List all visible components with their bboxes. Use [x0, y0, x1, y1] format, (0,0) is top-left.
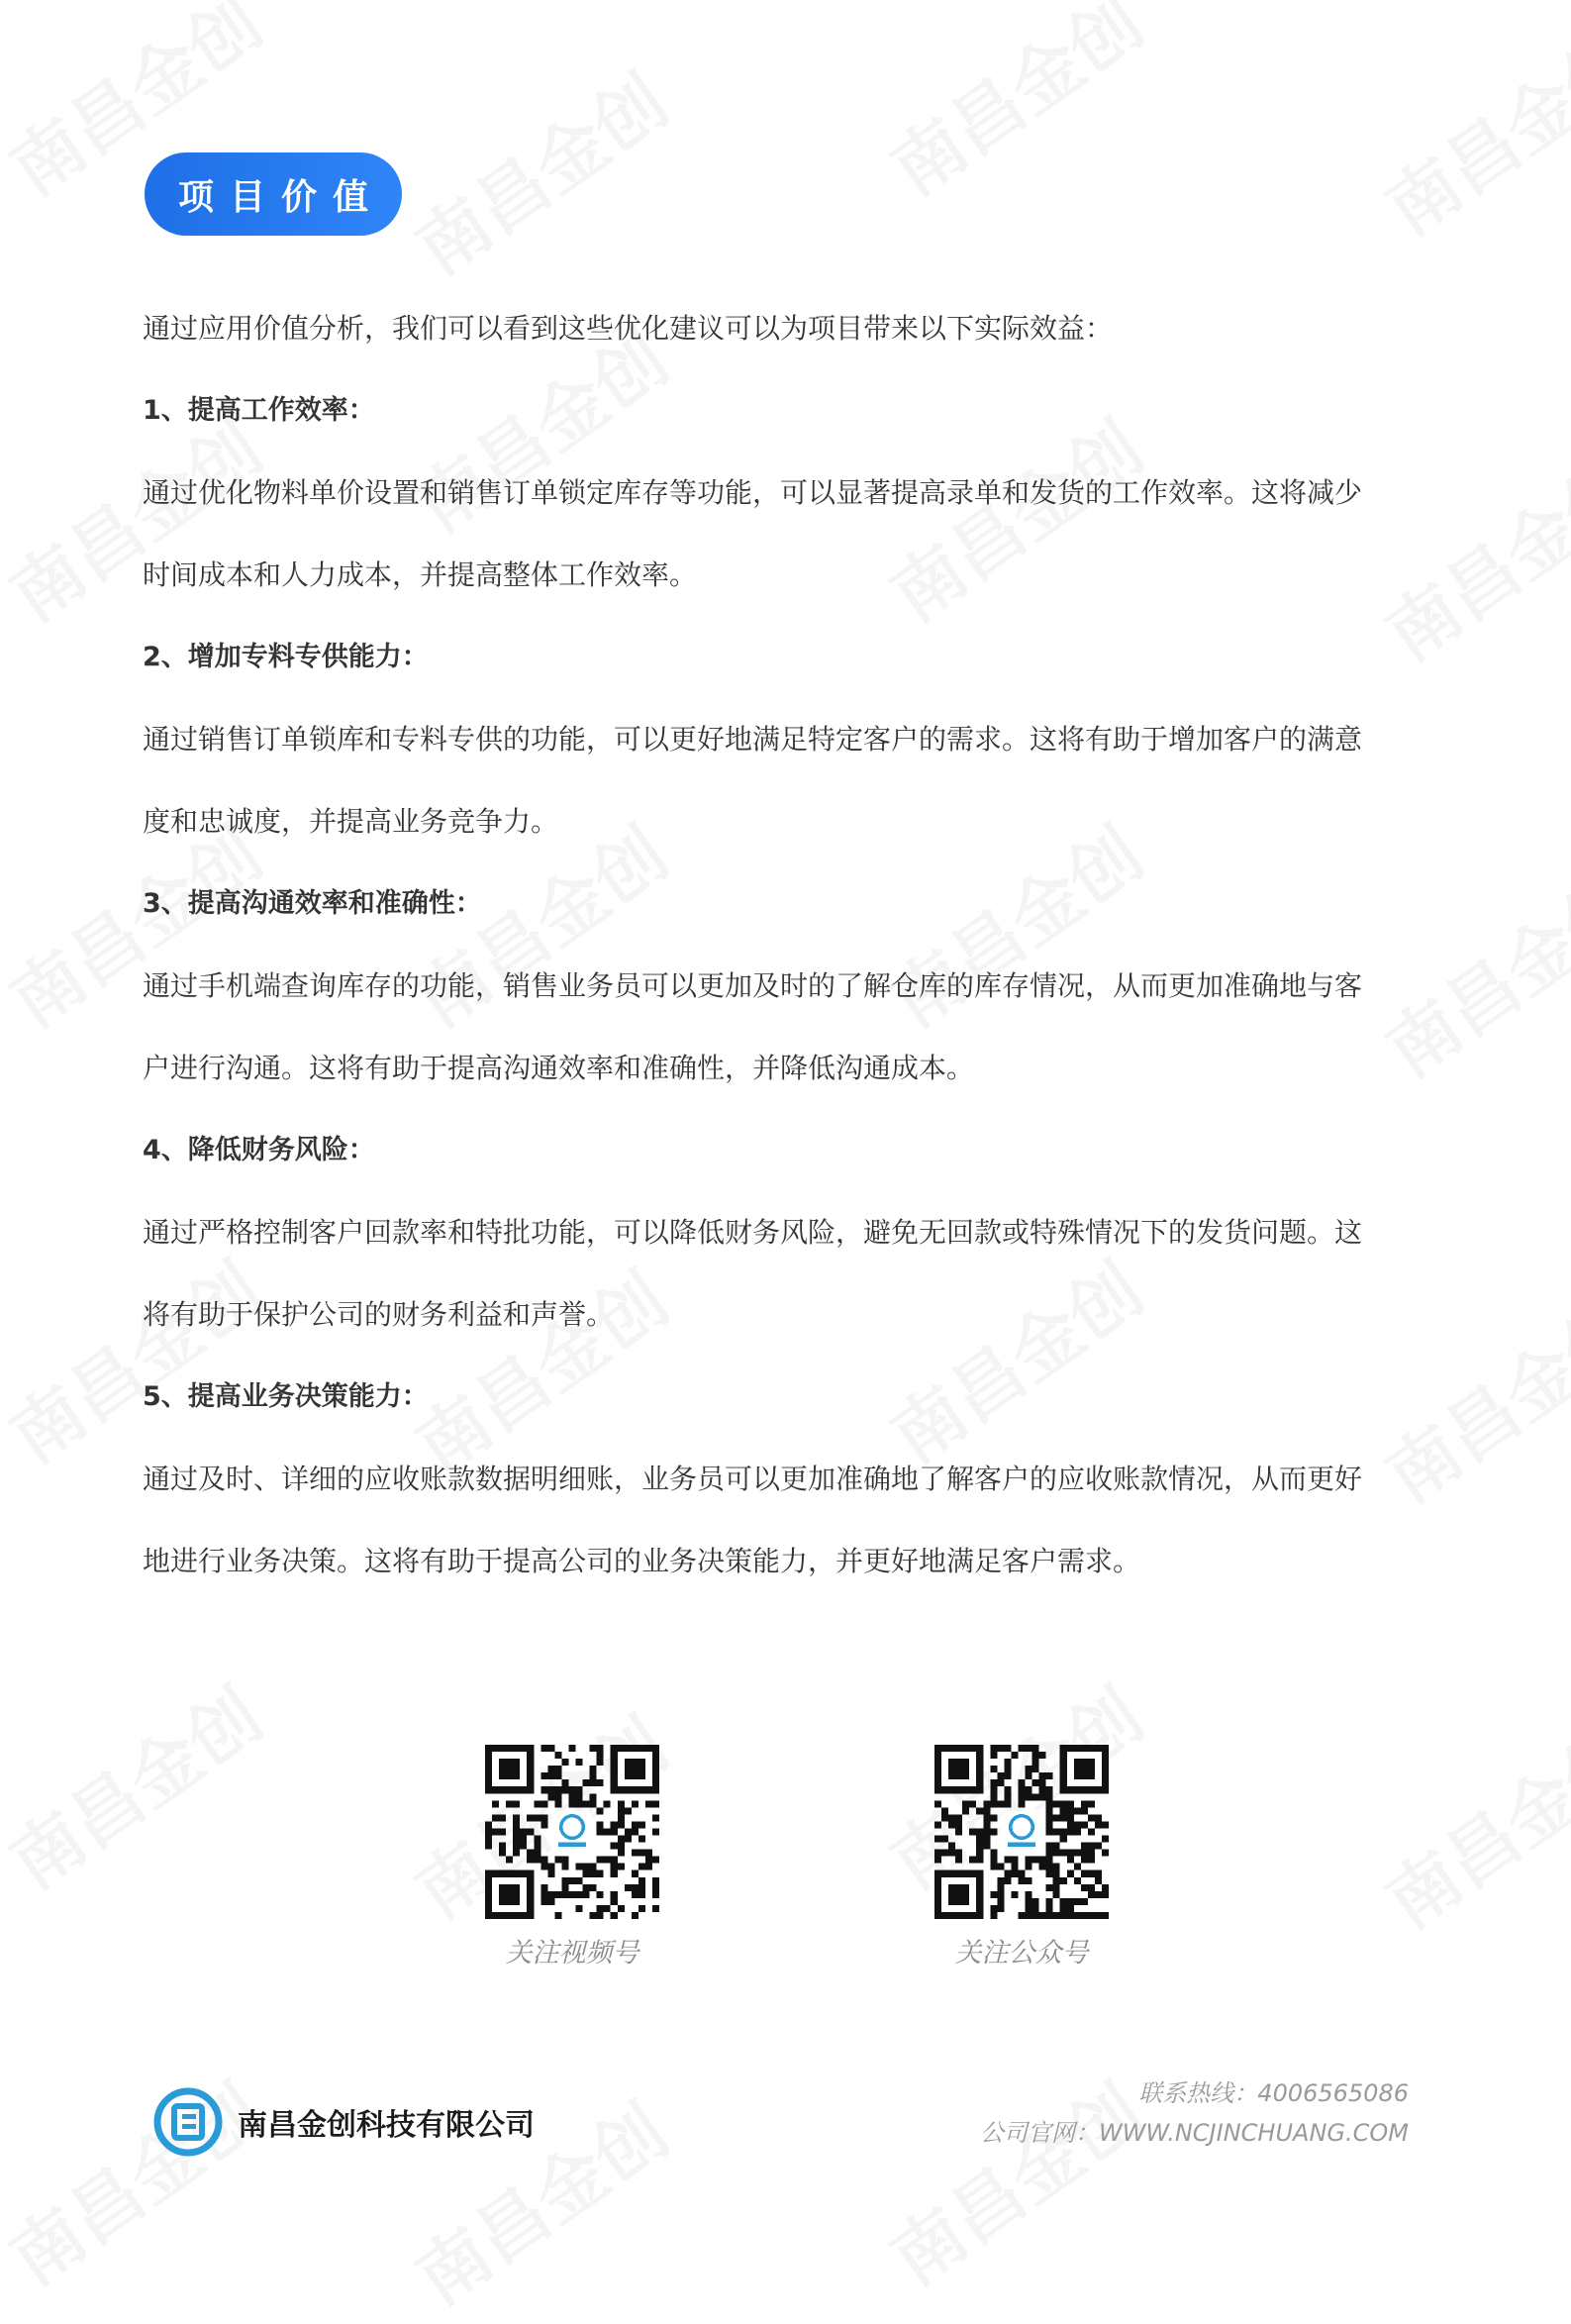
item-text-line: 户进行沟通。这将有助于提高沟通效率和准确性，并降低沟通成本。 [143, 1052, 975, 1084]
qr-label: 关注公众号 [954, 1938, 1089, 1969]
item-heading: 3、提高沟通效率和准确性： [143, 888, 482, 919]
company-logo-icon [152, 2086, 224, 2158]
watermark [1362, 7, 1571, 254]
qr-label: 关注视频号 [505, 1938, 639, 1969]
document-body [143, 287, 1429, 1602]
item-text-line: 通过严格控制客户回款率和特批功能，可以降低财务风险，避免无回款或特殊情况下的发货问题。这 [143, 1216, 1363, 1249]
item-heading: 4、降低财务风险： [143, 1135, 375, 1165]
item-heading: 1、提高工作效率： [143, 395, 375, 426]
website-link[interactable]: 公司官网：WWW.NCJINCHUANG.COM [979, 2119, 1409, 2147]
company-name: 南昌金创科技有限公司 [238, 2108, 535, 2143]
item-text-line: 通过手机端查询库存的功能，销售业务员可以更加及时的了解仓库的库存情况，从而更加准确地与客 [143, 969, 1363, 1002]
item-text-line: 将有助于保护公司的财务利益和声誉。 [143, 1298, 615, 1331]
item-text-line: 度和忠诚度，并提高业务竞争力。 [143, 805, 559, 838]
item-heading: 2、增加专料专供能力： [143, 642, 429, 672]
watermark [0, 1661, 279, 1908]
item-text-line: 通过优化物料单价设置和销售订单锁定库存等功能，可以显著提高录单和发货的工作效率。这将减少 [143, 476, 1363, 509]
contact-info [980, 2073, 1409, 2153]
item-heading: 5、提高业务决策能力： [143, 1381, 429, 1412]
qr-code-icon [934, 1745, 1109, 1919]
hotline: 联系热线：4006565086 [1138, 2079, 1409, 2107]
qr-official-account[interactable] [933, 1745, 1111, 1970]
item-text-line: 地进行业务决策。这将有助于提高公司的业务决策能力，并更好地满足客户需求。 [143, 1545, 1141, 1577]
item-text-line: 通过销售订单锁库和专料专供的功能，可以更好地满足特定客户的需求。这将有助于增加客户的满意 [143, 723, 1363, 756]
item-text-line: 通过及时、详细的应收账款数据明细账，业务员可以更加准确地了解客户的应收账款情况，从而更好 [143, 1463, 1363, 1495]
section-title: 项目价值 [145, 152, 402, 236]
qr-video-channel[interactable] [483, 1745, 661, 1970]
watermark [867, 0, 1160, 215]
watermark [392, 47, 685, 294]
company-logo [152, 2086, 535, 2158]
watermark [1362, 1700, 1571, 1948]
item-text-line: 时间成本和人力成本，并提高整体工作效率。 [143, 558, 698, 591]
qr-code-icon [485, 1745, 659, 1919]
intro-paragraph: 通过应用价值分析，我们可以看到这些优化建议可以为项目带来以下实际效益： [143, 312, 1114, 345]
